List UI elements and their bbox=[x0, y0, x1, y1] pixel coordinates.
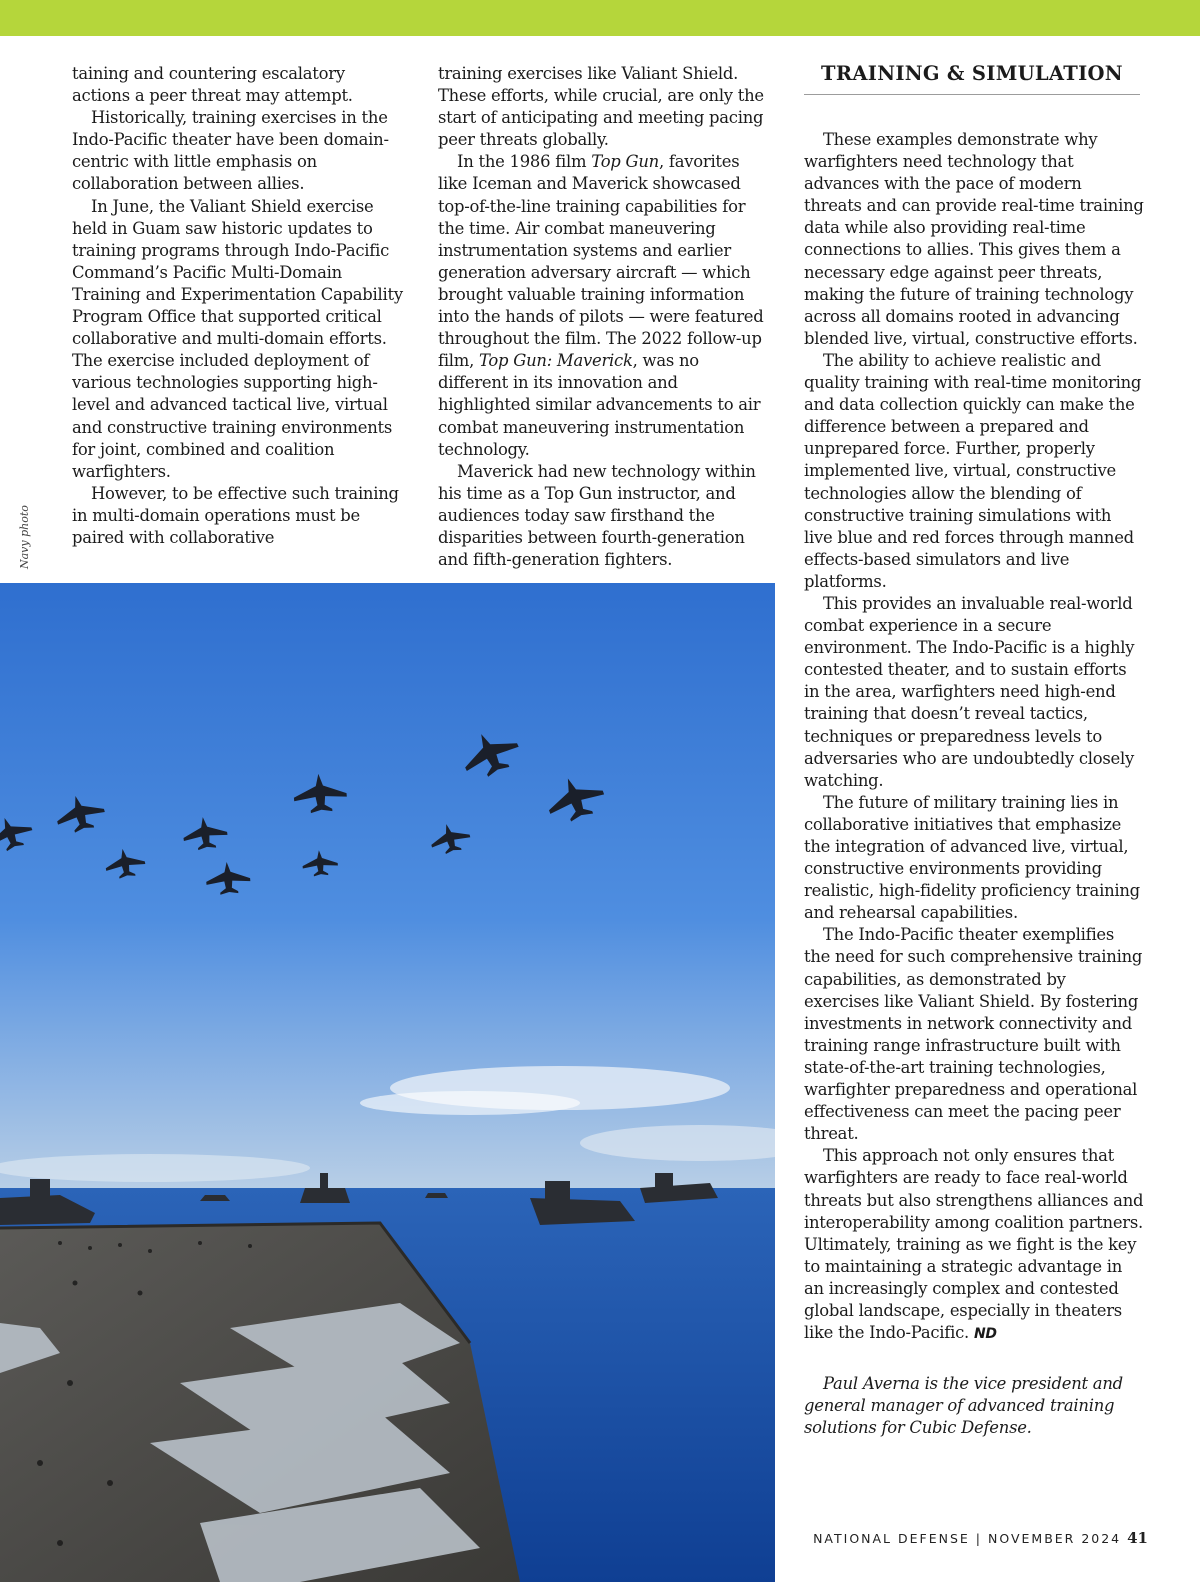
paragraph: The ability to achieve realistic and quality training with real-time monitoring and data collection quickly can make the difference between a prepared and unprepared force. Further, properly implemented live, virtual, constructive technologies allow the blending of constructive training simulations with live blue and red forces through manned effects-based simulators and live platforms. bbox=[804, 350, 1142, 591]
paragraph: However, to be effective such training in multi-domain operations must be paired with collaborative bbox=[72, 483, 399, 547]
end-mark: ND bbox=[973, 1326, 997, 1343]
paragraph: These examples demonstrate why warfighters need technology that advances with the pace of modern threats and can provide real-time training data while also providing real-time connections to allies. This gives them a necessary edge against peer threats, making the future of training technology across all domains rooted in advancing blended live, virtual, constructive efforts. bbox=[804, 130, 1144, 348]
paragraph: The Indo-Pacific theater exemplifies the need for such comprehensive training capabilities, as demonstrated by exercises like Valiant Shield. By fostering investments in network connectivity and training range infrastructure built with state-of-the-art training technologies, warfighter preparedness and operational effectiveness can meet the pacing peer threat. bbox=[804, 925, 1143, 1144]
film-title: Top Gun bbox=[591, 152, 659, 172]
page-footer bbox=[813, 1529, 1148, 1547]
text-column-1 bbox=[72, 63, 407, 549]
paragraph: In June, the Valiant Shield exercise held in Guam saw historic updates to training programs through Indo-Pacific Command’s Pacific Multi-Domain Training and Experimentation Capability Program Office that supported critical collaborative and multi-domain efforts. The exercise included deployment of various technologies supporting high-level and advanced tactical live, virtual and constructive training environments for joint, combined and coalition warfighters. bbox=[72, 196, 403, 481]
paragraph: Maverick had new technology within his time as a Top Gun instructor, and audiences today saw firsthand the disparities between fourth-generation and fifth-generation fighters. bbox=[438, 461, 756, 570]
text-run: , was no different in its innovation and highlighted similar advancements to air combat maneuvering instrumentation technology. bbox=[438, 351, 761, 459]
photo-credit: Navy photo bbox=[18, 505, 31, 569]
text-column-2 bbox=[438, 63, 773, 571]
text-run: This approach not only ensures that warfighters are ready to face real-world threats but also strengthens alliances and interoperability among coalition partners. Ultimately, training as we fight is the key to maintaining a strategic advantage in an increasingly complex and contested global landscape, especially in theaters like the Indo-Pacific. bbox=[804, 1146, 1144, 1343]
film-title: Top Gun: Maverick bbox=[479, 351, 633, 371]
issue-date: NOVEMBER 2024 bbox=[987, 1531, 1122, 1546]
text-run: , favorites like Iceman and Maverick showcased top-of-the-line training capabilities for the time. Air combat maneuvering instrumentation systems and earlier generation adversary aircraft — which brought valuable training information into the hands of pilots — were featured throughout the film. The 2022 follow-up film, bbox=[438, 152, 764, 371]
paragraph bbox=[804, 1145, 1144, 1345]
accent-bar bbox=[0, 0, 1200, 36]
text-column-3 bbox=[804, 129, 1144, 1439]
text-run: In the 1986 film bbox=[457, 152, 592, 172]
author-byline: Paul Averna is the vice president and general manager of advanced training solutions for Cubic Defense. bbox=[804, 1374, 1123, 1438]
paragraph: training exercises like Valiant Shield. These efforts, while crucial, are only the start of anticipating and meeting pacing peer threats globally. bbox=[438, 64, 764, 150]
paragraph: Historically, training exercises in the Indo-Pacific theater have been domain-centric with little emphasis on collaboration between allies. bbox=[72, 108, 389, 194]
paragraph: The future of military training lies in collaborative initiatives that emphasize the integration of advanced live, virtual, constructive environments providing realistic, high-fidelity proficiency training and rehearsal capabilities. bbox=[804, 792, 1140, 923]
publication-name: NATIONAL DEFENSE bbox=[813, 1531, 970, 1546]
section-title: TRAINING & SIMULATION bbox=[804, 62, 1140, 95]
paragraph: This provides an invaluable real-world combat experience in a secure environment. The Indo-Pacific is a highly contested theater, and to sustain efforts in the area, warfighters need high-end training that doesn’t reveal tactics, techniques or preparedness levels to adversaries who are undoubtedly closely watching. bbox=[804, 593, 1135, 790]
footer-separator: | bbox=[975, 1531, 982, 1546]
carrier-flyover-photo bbox=[0, 583, 775, 1582]
paragraph bbox=[438, 151, 773, 460]
page-number: 41 bbox=[1127, 1529, 1148, 1547]
paragraph: taining and countering escalatory actions a peer threat may attempt. bbox=[72, 64, 353, 106]
